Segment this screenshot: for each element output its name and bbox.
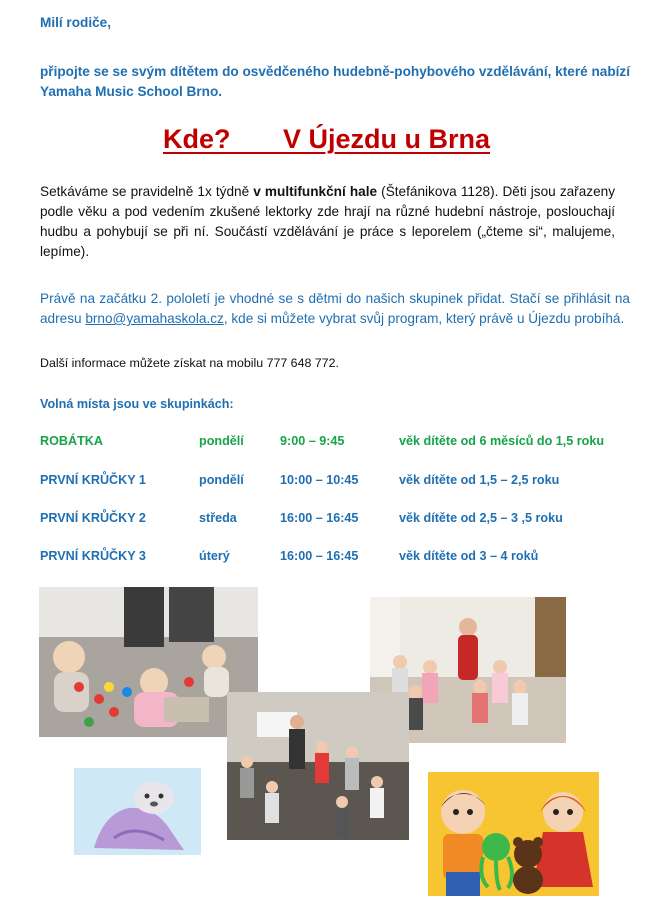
babies-playing-photo — [39, 587, 258, 737]
email-link[interactable]: brno@yamahaskola.cz — [85, 311, 224, 326]
group-age: věk dítěte od 6 měsíců do 1,5 roku — [399, 434, 605, 448]
group-day: pondělí — [199, 473, 244, 487]
group-time: 16:00 – 16:45 — [280, 511, 359, 525]
group-day: úterý — [199, 549, 230, 563]
group-day: středa — [199, 511, 237, 525]
signup-paragraph: Právě na začátku 2. pololetí je vhodné se s dětmi do našich skupinek přidat. Stačí se přihlásit na adresu brno@yamahaskola.cz, kde si můžete vybrat svůj program, který právě u Újezdu probíhá. — [40, 291, 630, 326]
heading-place: V Újezdu u Brna — [282, 124, 491, 154]
location-heading — [0, 124, 653, 155]
venue-name: v multifunkční hale — [253, 184, 378, 199]
kids-dancing-photo — [227, 692, 409, 840]
children-with-toys-illustration — [428, 772, 599, 896]
seal-mascot-illustration — [74, 768, 201, 855]
group-row — [40, 473, 650, 493]
group-name: PRVNÍ KRŮČKY 1 — [40, 473, 146, 487]
phone-info: Další informace můžete získat na mobilu 777 648 772. — [40, 356, 339, 370]
greeting: Milí rodiče, — [40, 15, 112, 30]
group-time: 16:00 – 16:45 — [280, 549, 359, 563]
intro-paragraph: připojte se se svým dítětem do osvědčeného hudebně-pohybového vzdělávání, které nabízí Yamaha Music School Brno. — [40, 64, 630, 99]
group-age: věk dítěte od 2,5 – 3 ,5 roku — [399, 511, 563, 525]
group-day: pondělí — [199, 434, 244, 448]
group-age: věk dítěte od 3 – 4 roků — [399, 549, 539, 563]
group-name: ROBÁTKA — [40, 434, 103, 448]
group-row — [40, 511, 650, 531]
group-time: 10:00 – 10:45 — [280, 473, 359, 487]
groups-title: Volná místa jsou ve skupinkách: — [40, 397, 234, 411]
group-name: PRVNÍ KRŮČKY 3 — [40, 549, 146, 563]
group-age: věk dítěte od 1,5 – 2,5 roku — [399, 473, 560, 487]
heading-question: Kde? V Újezdu u Brna — [162, 124, 491, 154]
schedule-description: Setkáváme se pravidelně 1x týdně v multifunkční hale (Štefánikova 1128). Děti jsou zařazeny podle věku a pod vedením zkušené lektorky zde hrají na různé hudební nástroje, poslouchají hudbu a pohybují se při ní. Součástí vzdělávání je práce s leporelem („čteme si“, malujeme, lepíme). — [40, 184, 615, 259]
group-row — [40, 549, 650, 569]
group-time: 9:00 – 9:45 — [280, 434, 345, 448]
group-row — [40, 434, 650, 454]
group-name: PRVNÍ KRŮČKY 2 — [40, 511, 146, 525]
